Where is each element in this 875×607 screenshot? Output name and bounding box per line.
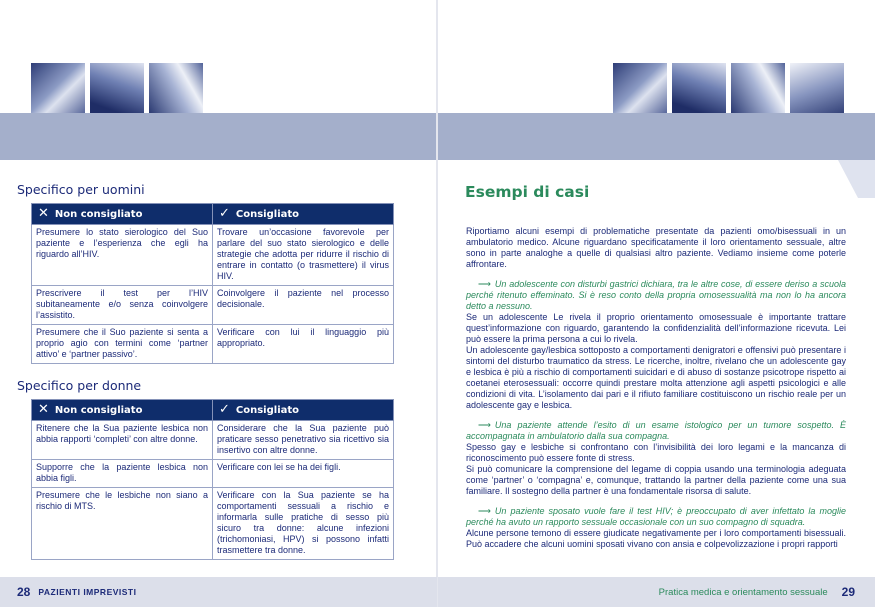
photo xyxy=(612,62,668,118)
article-body: Riportiamo alcuni esempi di problematiche presentate da pazienti omo/bisessuali in un ambulatorio medico. Alcune riguardano specificatamente il loro orientamento sessuale, altre sono in parte analoghe a quelle di qualsiasi altro paziente. Vediamo insieme come poterle affrontare. ⟶ Un adolescente con disturbi gastrici dichiara, tra le altre cose, di essere deriso a scuola perché ritenuto effeminato. Si è reso conto della propria omosessualità ma non lo ha ancora detto a nessuno. Se un adolescente Le rivela il proprio orientamento omosessuale è importante trattare quest’informazione con riguardo, garantendo la confidenzialità dell’informazione ricevuta. Lei può essere la prima persona a cui lo rivela. Un adolescente gay/lesbica sottoposto a comportamenti denigratori e offensivi può presentare i sintomi del disturbo traumatico da stress. Le ricerche, inoltre, rivelano che un adolescente gay e lesbica è più a rischio di comportamenti suicidari e di abuso di sostanze psicotrope rispetto ai coetanei eterosessuali: occorre quindi prestare molta attenzione agli aspetti psicologici e alle condizioni di vita. L’isolamento dai pari e il rifiuto familiare costituiscono un rischio reale per un adolescente gay e lesbica. ⟶ Una paziente attende l’esito di un esame istologico per un tumore sospetto. È accompagnata in ambulatorio dalla sua compagna. Spesso gay e lesbiche si confrontano con l’invisibilità dei loro legami e la mancanza di riconoscimento può essere fonte di stress. Si può comunicare la comprensione del legame di coppia usando una terminologia adeguata come ‘partner’ o ‘compagna’ e, comunque, trattando la partner della paziente come una sua familiare. Il sostegno della partner è una fondamentale risorsa di salute. ⟶ Un paziente sposato vuole fare il test HIV; è preoccupato di aver infettato la moglie perché ha avuto un rapporto sessuale occasionale con un suo compagno di squadra. Alcune persone temono di essere giudicate negativamente per i loro comportamenti bisessuali. Può accadere che alcuni uomini sposati vivano con ansia e colpevolizzazione i propri rapporti xyxy=(466,226,846,549)
running-title: PAZIENTI IMPREVISTI xyxy=(38,587,137,597)
table-row: Ritenere che la Sua paziente lesbica non abbia rapporti ‘completi’ con altre donne. Considerare che la Sua paziente può praticare sesso penetrativo sia ricettivo sia insertivo con altre donne. xyxy=(32,421,394,460)
check-icon: ✓ xyxy=(219,402,230,417)
photo xyxy=(730,62,786,118)
footer xyxy=(438,577,875,607)
case-heading: ⟶ Un paziente sposato vuole fare il test HIV; è preoccupato di aver infettato la moglie perché ha avuto un rapporto sessuale occasionale con un suo compagno di squadra. xyxy=(466,506,846,527)
photo xyxy=(30,62,86,118)
section-title-women: Specifico per donne xyxy=(17,378,142,393)
cross-icon: ✕ xyxy=(38,402,49,417)
photo xyxy=(148,62,204,118)
left-content xyxy=(17,182,397,560)
running-title: Pratica medica e orientamento sessuale xyxy=(658,586,828,598)
arrow-icon: ⟶ xyxy=(478,420,491,430)
case-heading: ⟶ Una paziente attende l’esito di un esame istologico per un tumore sospetto. È accompagnata in ambulatorio dalla sua compagna. xyxy=(466,420,846,441)
page-number: 28 xyxy=(17,585,31,599)
header-photos xyxy=(612,62,845,118)
photo xyxy=(789,62,845,118)
table-row: Presumere lo stato sierologico del Suo paziente e l’esperienza che egli ha riguardo all’HIV. Trovare un’occasione favorevole per parlare del suo stato sierologico e delle strategie che adotta per ridurre il rischio di entrare in contatto (o trasmettere) il virus HIV. xyxy=(32,225,394,286)
header-photos xyxy=(30,62,204,118)
footer xyxy=(0,577,437,607)
arrow-icon: ⟶ xyxy=(478,506,491,516)
left-page xyxy=(0,0,437,607)
page-title: Esempi di casi xyxy=(465,183,590,201)
case-heading: ⟶ Un adolescente con disturbi gastrici dichiara, tra le altre cose, di essere deriso a scuola perché ritenuto effeminato. Si è reso conto della propria omosessualità ma non lo ha ancora detto a nessuno. xyxy=(466,279,846,311)
cross-icon: ✕ xyxy=(38,206,49,221)
table-men: ✕ Non consigliato ✓ Consigliato Presumere lo stato sierologico del Suo paziente e l’esperienza che egli ha riguardo all’HIV. Trovare un’occasione favorevole per parlare del suo stato sierologico e delle strategie che adotta per ridurre il rischio di entrare in contatto (o trasmettere) il virus HIV. Prescrivere il test per l’HIV subitaneamente e/o senza coinvolgere l’assistito. Coinvolgere il paziente nel processo decisionale. Presumere che il Suo paziente si senta a proprio agio con termini come ‘partner attivo’ e ‘partner passivo’. Verificare con lui il linguaggio più appropriato. xyxy=(31,203,394,364)
page-number: 29 xyxy=(841,585,855,599)
table-women: ✕ Non consigliato ✓ Consigliato Ritenere che la Sua paziente lesbica non abbia rapporti ‘completi’ con altre donne. Considerare che la Sua paziente può praticare sesso penetrativo sia ricettivo sia insertivo con altre donne. Supporre che la paziente lesbica non abbia figli. Verificare con lei se ha dei figli. Presumere che le lesbiche non siano a rischio di MTS. Verificare con la Sua paziente se ha comportamenti sessuali a rischio e informarla sulle pratiche di sesso più sicuro tra donne: alcune infezioni (trichomoniasi, HPV) si possono infatti trasmettere tra donne. xyxy=(31,399,394,560)
corner-decoration xyxy=(838,160,875,198)
table-row: Supporre che la paziente lesbica non abbia figli. Verificare con lei se ha dei figli. xyxy=(32,460,394,488)
header-band xyxy=(0,113,437,160)
photo xyxy=(671,62,727,118)
right-page xyxy=(438,0,875,607)
table-row: Presumere che il Suo paziente si senta a proprio agio con termini come ‘partner attivo’ e ‘partner passivo’. Verificare con lui il linguaggio più appropriato. xyxy=(32,325,394,364)
photo xyxy=(89,62,145,118)
table-row: Presumere che le lesbiche non siano a rischio di MTS. Verificare con la Sua paziente se ha comportamenti sessuali a rischio e informarla sulle pratiche di sesso più sicuro tra donne: alcune infezioni (trichomoniasi, HPV) si possono infatti trasmettere tra donne. xyxy=(32,488,394,560)
section-title-men: Specifico per uomini xyxy=(17,182,145,197)
table-row: Prescrivere il test per l’HIV subitaneamente e/o senza coinvolgere l’assistito. Coinvolgere il paziente nel processo decisionale. xyxy=(32,286,394,325)
check-icon: ✓ xyxy=(219,206,230,221)
arrow-icon: ⟶ xyxy=(478,279,491,289)
header-band xyxy=(438,113,875,160)
